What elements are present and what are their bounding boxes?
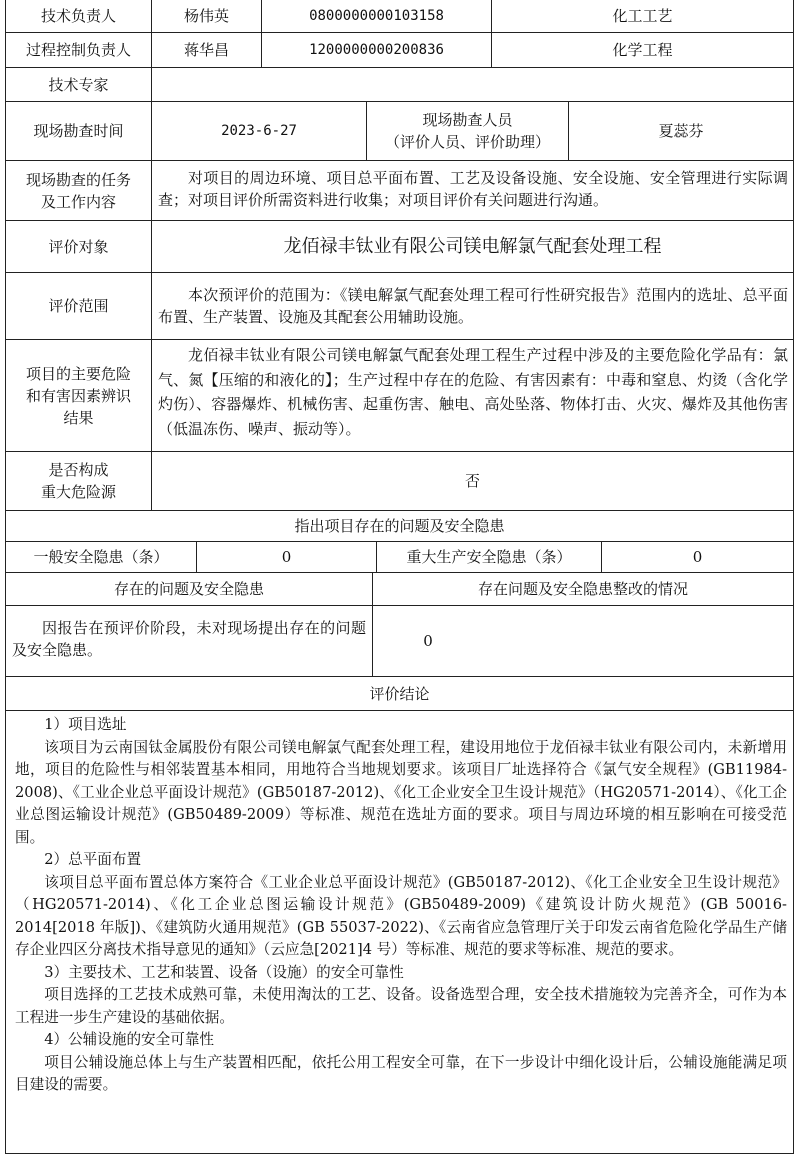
conclusion-body [15, 714, 787, 1097]
section-site-title: 1）项目选址 [44, 716, 127, 733]
section-site-text: 该项目为云南国钛金属股份有限公司镁电解氯气配套处理工程，建设用地位于龙佰禄丰钛业有限公司内，未新增用地，项目的危险性与相邻装置基本相同，用地符合当地规划要求。该项目厂址选择符合《氯气安全规程》(GB11984-2008)、《工业企业总平面设计规范》(GB50187-2012)、《化工企业安全卫生设计规范》（HG20571-2014）、《化工企业总图运输设计规范》(GB50489-2009）等标准、规范在选址方面的要求。项目与周边环境的相互影响在可接受范围。 [15, 738, 787, 846]
hazard-label-line2: 和有害因素辨识 [25, 386, 131, 405]
process-lead-label: 过程控制负责人 [25, 41, 131, 59]
tech-lead-label: 技术负责人 [40, 7, 116, 25]
section-layout-title: 2）总平面布置 [44, 851, 142, 868]
problem-column-header: 存在的问题及安全隐患 [113, 580, 264, 598]
survey-date: 2023-6-27 [221, 123, 297, 139]
object-value: 龙佰禄丰钛业有限公司镁电解氯气配套处理工程 [283, 235, 662, 257]
survey-staff-label-line1: 现场勘查人员 [422, 111, 513, 129]
hazard-label-line3: 结果 [63, 408, 94, 427]
survey-staff-label-line2: （评价人员、评价助理） [384, 133, 550, 151]
major-hazard-label-line2: 重大危险源 [40, 483, 116, 501]
issues-heading: 指出项目存在的问题及安全隐患 [294, 517, 505, 535]
section-tech-text: 项目选择的工艺技术成熟可靠，未使用淘汰的工艺、设备。设备选型合理，安全技术措施较为完善齐全，可作为本工程进一步生产建设的基础依据。 [15, 986, 787, 1026]
evaluation-form [5, 0, 794, 1154]
scope-label: 评价范围 [48, 297, 109, 315]
scope-text: 本次预评价的范围为：《镁电解氯气配套处理工程可行性研究报告》范围内的选址、总平面布置、生产装置、设施及其配套公用辅助设施。 [158, 286, 788, 326]
fix-value: 0 [423, 632, 433, 650]
major-hazard-label-line1: 是否构成 [48, 461, 109, 479]
section-utility-text: 项目公辅设施总体上与生产装置相匹配，依托公用工程安全可靠，在下一步设计中细化设计后，公辅设施能满足项目建设的需要。 [15, 1053, 787, 1093]
problem-text: 因报告在预评价阶段，未对现场提出存在的问题及安全隐患。 [12, 619, 366, 659]
process-lead-id: 1200000000200836 [309, 42, 444, 58]
process-lead-name: 蒋华昌 [183, 41, 229, 59]
major-hazard-value: 否 [464, 472, 480, 490]
general-hazard-count: 0 [281, 548, 292, 566]
conclusion-heading: 评价结论 [369, 684, 430, 703]
section-tech-title: 3）主要技术、工艺和装置、设备（设施）的安全可靠性 [44, 963, 404, 981]
hazard-text: 龙佰禄丰钛业有限公司镁电解氯气配套处理工程生产过程中涉及的主要危险化学品有：氯气、氮【压缩的和液化的】；生产过程中存在的危险、有害因素有：中毒和窒息、灼烫（含化学灼伤）、容器爆炸、机械伤害、起重伤害、触电、高处坠落、物体打击、火灾、爆炸及其他伤害（低温冻伤、噪声、振动等）。 [158, 346, 788, 438]
expert-label: 技术专家 [48, 75, 109, 94]
tech-lead-id: 0800000000103158 [309, 8, 444, 24]
task-label [6, 161, 151, 220]
process-lead-specialty: 化学工程 [612, 41, 673, 59]
survey-staff-label [367, 102, 568, 160]
fix-column-header: 存在问题及安全隐患整改的情况 [477, 580, 688, 598]
hazard-label-line1: 项目的主要危险 [25, 364, 131, 383]
object-label: 评价对象 [48, 237, 109, 256]
task-label-line2: 及工作内容 [40, 192, 116, 211]
task-label-line1: 现场勘查的任务 [25, 170, 131, 189]
survey-staff: 夏蕊芬 [658, 122, 704, 140]
section-utility-title: 4）公辅设施的安全可靠性 [44, 1031, 215, 1048]
major-hazard-label [6, 452, 151, 510]
general-hazard-label: 一般安全隐患（条） [33, 548, 169, 566]
tech-lead-specialty: 化工工艺 [612, 7, 673, 25]
tech-lead-name: 杨伟英 [183, 7, 229, 25]
survey-time-label: 现场勘查时间 [33, 122, 124, 140]
section-layout-text: 该项目总平面布置总体方案符合《工业企业总平面设计规范》(GB50187-2012)、《化工企业安全卫生设计规范》（HG20571-2014)、《化工企业总图运输设计规范》(GB50489-2009)《建筑设计防火规范》(GB 50016-2014[2018 年版])、《建筑防火通用规范》(GB 55037-2022)、《云南省应急管理厅关于印发云南省危险化学品生产储存企业四区分离技术指导意见的通知》（云应急[2021]4 号）等标准、规范的要求等标准、规范的要求。 [15, 873, 787, 958]
row-divider [6, 710, 793, 711]
major-hazard-count: 0 [692, 548, 703, 566]
expert-value [152, 68, 793, 101]
hazard-label [6, 340, 151, 451]
task-text: 对项目的周边环境、项目总平面布置、工艺及设备设施、安全设施、安全管理进行实际调查；对项目评价所需资料进行收集；对项目评价有关问题进行沟通。 [158, 169, 788, 209]
major-hazard-count-label: 重大生产安全隐患（条） [406, 548, 572, 566]
